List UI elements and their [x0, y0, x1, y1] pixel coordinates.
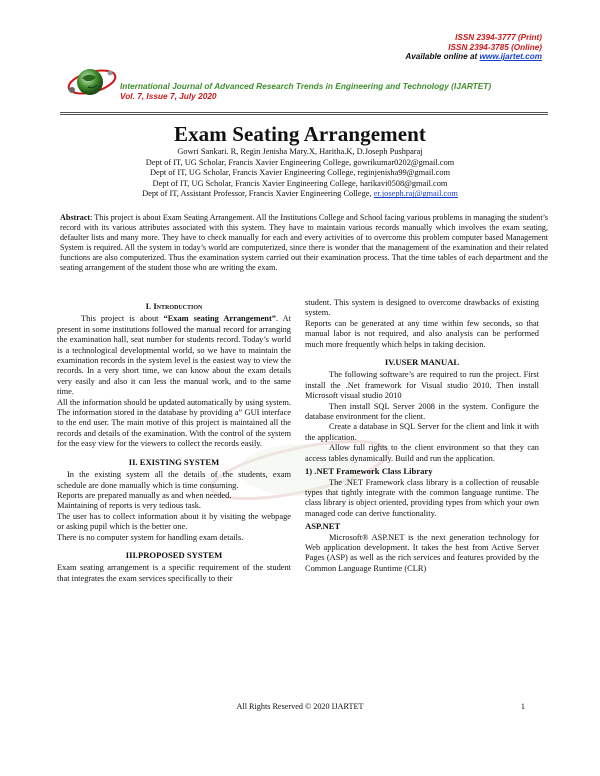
- issn-block: [405, 33, 542, 62]
- page-number: 1: [520, 702, 525, 711]
- manual-paragraph-2: Then install SQL Server 2008 in the system. Configure the database environment for the client.: [305, 401, 539, 422]
- left-column: [57, 298, 291, 584]
- existing-paragraph-5: There is no computer system for handling exam details.: [57, 532, 244, 542]
- issn-online: ISSN 2394-3785 (Online): [448, 42, 542, 52]
- affiliation-1: Dept of IT, UG Scholar, Francis Xavier Engineering College, gowrikumar0202@gmail.com: [145, 157, 455, 167]
- availability-line: Available online at www.ijartet.com: [405, 52, 542, 62]
- affiliation-4: Dept of IT, Assistant Professor, Francis Xavier Engineering College, er.joseph.raj@gmail.com: [142, 189, 458, 199]
- author-names: Gowri Sankari. R, Regin Jenisha Mary.X, Haritha.K, D.Joseph Pushparaj: [177, 147, 423, 156]
- affiliation-2: Dept of IT, UG Scholar, Francis Xavier Engineering College, reginjenisha99@gmail.com: [149, 168, 451, 178]
- section-introduction-heading: I. Introduction: [145, 301, 203, 311]
- author-block: [0, 147, 600, 200]
- journal-logo-icon: [62, 60, 118, 104]
- aspnet-paragraph-1: Microsoft® ASP.NET is the next generation technology for Web application development. It takes the best from Active Server Pages (ASP) as well as the rich services and features provided by the Common Language Runtime (CLR): [305, 532, 539, 573]
- journal-volume: Vol. 7, Issue 7, July 2020: [120, 91, 217, 101]
- intro-paragraph-1: This project is about “Exam seating Arrangement”. At present in some institutions followed the manual record for arranging the examination hall, seat number for students record. Today’s world is a technological developmental world, so we have to maintain the examination records in the system level is the easiest way to view the records. In a very short time, we can know about the exam details very easily and also it can less the manual work, and to the same time.: [57, 314, 291, 397]
- abstract-label: Abstract: [60, 213, 91, 222]
- header-rule-top: [60, 112, 548, 113]
- manual-paragraph-3: Create a database in SQL Server for the client and link it with the application.: [305, 422, 539, 442]
- manual-paragraph-4: Allow full rights to the client environment so that they can access tables dynamically. Build and run the application.: [305, 443, 539, 463]
- section-proposed-heading: III.PROPOSED SYSTEM: [125, 549, 223, 560]
- proposed-paragraph-2: Reports can be generated at any time within few seconds, so that manual labor is not required, and also analysis can be performed much more frequently which helps in taking decision.: [305, 318, 539, 349]
- manual-paragraph-1: The following software’s are required to run the project. First install the .Net framework for Visual studio 2010. Then install Microsoft visual studio 2010: [305, 370, 539, 401]
- affiliation-3: Dept of IT, UG Scholar, Francis Xavier Engineering College, harikavi0508@gmail.com: [152, 178, 448, 188]
- intro-paragraph-2: All the information should be updated automatically by using system. The information stored in the database by providing a” GUI interface to the end user. The main motive of this project is maintained all the records and details of the examination. With the control of the system for the easy view for the viewers to collect the records easily.: [57, 397, 291, 449]
- proposed-paragraph-cont: student. This system is designed to overcome drawbacks of existing system.: [305, 298, 539, 318]
- journal-header: [120, 81, 560, 101]
- journal-website-link[interactable]: www.ijartet.com: [479, 52, 542, 62]
- abstract-text: : This project is about Exam Seating Arrangement. All the Institutions College and School facing various problems in managing the student’s record with its various attributes associated with this system. They have to maintain various records manually which involves the exam seating, defaulter lists and many more. They have to check manually for each and every activities of to overcome this problem computer based Management System is required. All the system in today’s world are computerized, since there is wonder that the management of the examination and their related functions are also computerized. Thus the examination system carried out their examination process. That the time tables of each department and the seating arrangement of the student those who are writing the exam.: [60, 213, 548, 272]
- section-existing-heading: II. EXISTING SYSTEM: [128, 456, 220, 467]
- section-user-manual-heading: IV.USER MANUAL: [384, 357, 460, 368]
- right-column: [305, 298, 539, 574]
- existing-paragraph-1: In the existing system all the details of the students, exam schedule are done manually which is time consuming.: [57, 470, 291, 490]
- subsection-net-heading: 1) .NET Framework Class Library: [305, 466, 433, 477]
- issn-print: ISSN 2394-3777 (Print): [455, 33, 542, 42]
- subsection-aspnet-heading: ASP.NET: [305, 521, 341, 532]
- journal-name: International Journal of Advanced Research Trends in Engineering and Technology (IJARTET): [120, 81, 492, 91]
- proposed-paragraph-1: Exam seating arrangement is a specific requirement of the student that integrates the exam services specifically to their: [57, 563, 291, 583]
- existing-paragraph-3: Maintaining of reports is very tedious task.: [57, 501, 201, 511]
- paper-title: Exam Seating Arrangement: [173, 122, 427, 146]
- existing-paragraph-4: The user has to collect information about it by visiting the webpage or asking pupil which is the better one.: [57, 511, 291, 532]
- footer-copyright: All Rights Reserved © 2020 IJARTET: [236, 702, 364, 711]
- abstract: [60, 213, 548, 272]
- net-paragraph-1: The .NET Framework class library is a collection of reusable types that tightly integrate with the common language runtime. The class library is object oriented, providing types from which your own managed code can derive functionality.: [305, 477, 539, 518]
- corresponding-email-link[interactable]: er.joseph.raj@gmail.com: [373, 189, 458, 199]
- header-rule-bottom: [60, 114, 548, 115]
- existing-paragraph-2: Reports are prepared manually as and when needed.: [57, 490, 232, 500]
